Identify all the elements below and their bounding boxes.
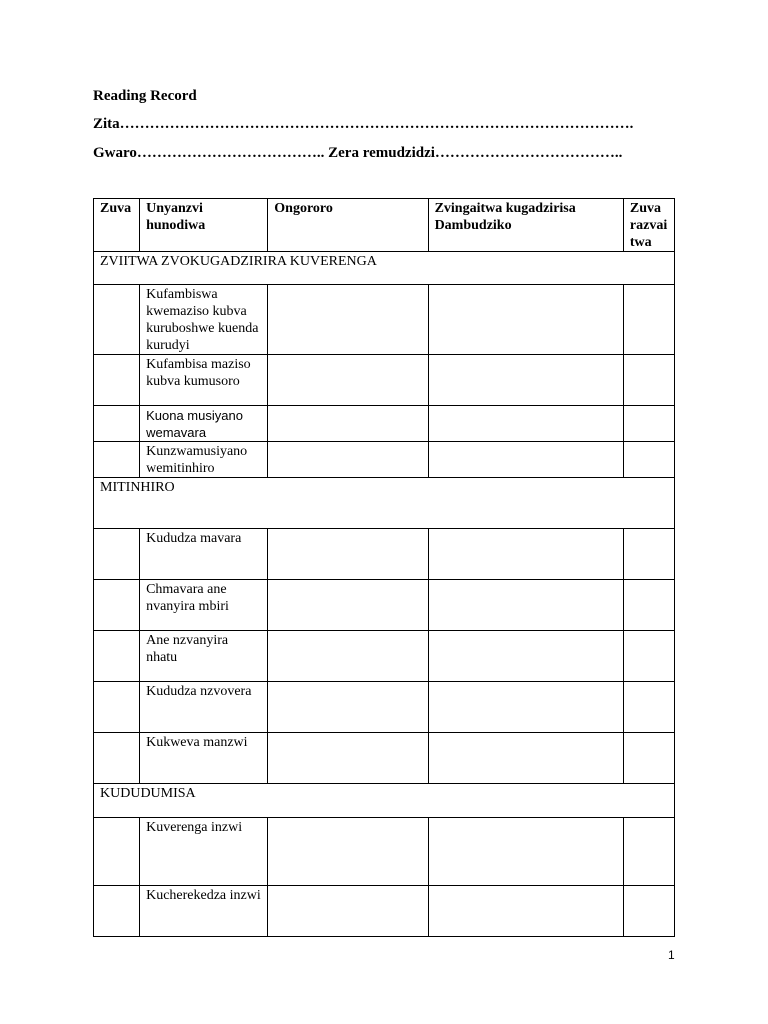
table-row bbox=[94, 631, 675, 682]
cell-done-date[interactable] bbox=[623, 355, 674, 406]
cell-skill: Kuverenga inzwi bbox=[140, 818, 268, 886]
cell-assessment[interactable] bbox=[268, 529, 428, 580]
cell-done-date[interactable] bbox=[623, 631, 674, 682]
cell-assessment[interactable] bbox=[268, 733, 428, 784]
cell-skill: Kududza mavara bbox=[140, 529, 268, 580]
cell-done-date[interactable] bbox=[623, 580, 674, 631]
cell-skill: Kufambiswa kwemaziso kubva kuruboshwe kuenda kurudyi bbox=[140, 285, 268, 355]
cell-date[interactable] bbox=[94, 355, 140, 406]
table-row bbox=[94, 682, 675, 733]
cell-remedy[interactable] bbox=[428, 442, 623, 478]
table-row bbox=[94, 355, 675, 406]
cell-assessment[interactable] bbox=[268, 355, 428, 406]
cell-assessment[interactable] bbox=[268, 818, 428, 886]
cell-done-date[interactable] bbox=[623, 733, 674, 784]
cell-remedy[interactable] bbox=[428, 631, 623, 682]
name-field-line: Zita…………………………………………………………………………………………. bbox=[93, 116, 634, 132]
cell-remedy[interactable] bbox=[428, 406, 623, 442]
table-row bbox=[94, 406, 675, 442]
cell-assessment[interactable] bbox=[268, 406, 428, 442]
cell-assessment[interactable] bbox=[268, 631, 428, 682]
cell-done-date[interactable] bbox=[623, 682, 674, 733]
cell-assessment[interactable] bbox=[268, 682, 428, 733]
cell-assessment[interactable] bbox=[268, 886, 428, 937]
cell-date[interactable] bbox=[94, 818, 140, 886]
cell-done-date[interactable] bbox=[623, 442, 674, 478]
section-row bbox=[94, 252, 675, 285]
cell-remedy[interactable] bbox=[428, 818, 623, 886]
cell-date[interactable] bbox=[94, 631, 140, 682]
table-row bbox=[94, 886, 675, 937]
section-title: MITINHIRO bbox=[94, 478, 675, 529]
reading-record-table bbox=[93, 198, 675, 937]
cell-date[interactable] bbox=[94, 682, 140, 733]
cell-remedy[interactable] bbox=[428, 580, 623, 631]
section-row bbox=[94, 478, 675, 529]
page-number: 1 bbox=[668, 948, 675, 962]
cell-skill: Kufambisa maziso kubva kumusoro bbox=[140, 355, 268, 406]
cell-done-date[interactable] bbox=[623, 886, 674, 937]
header-zuva: Zuva bbox=[94, 199, 140, 252]
table-row bbox=[94, 580, 675, 631]
cell-skill: Chmavara ane nvanyira mbiri bbox=[140, 580, 268, 631]
cell-remedy[interactable] bbox=[428, 886, 623, 937]
cell-done-date[interactable] bbox=[623, 285, 674, 355]
cell-remedy[interactable] bbox=[428, 529, 623, 580]
section-title: KUDUDUMISA bbox=[94, 784, 675, 818]
table-row bbox=[94, 733, 675, 784]
cell-remedy[interactable] bbox=[428, 355, 623, 406]
header-zuva-razvaitwa: Zuva razvaitwa bbox=[623, 199, 674, 252]
table-row bbox=[94, 285, 675, 355]
cell-skill: Kukweva manzwi bbox=[140, 733, 268, 784]
cell-skill: Kududza nzvovera bbox=[140, 682, 268, 733]
cell-remedy[interactable] bbox=[428, 682, 623, 733]
cell-date[interactable] bbox=[94, 285, 140, 355]
cell-remedy[interactable] bbox=[428, 733, 623, 784]
cell-date[interactable] bbox=[94, 406, 140, 442]
section-title: ZVIITWA ZVOKUGADZIRIRA KUVERENGA bbox=[94, 252, 675, 285]
document-title: Reading Record bbox=[93, 88, 197, 104]
cell-skill: Kucherekedza inzwi bbox=[140, 886, 268, 937]
cell-done-date[interactable] bbox=[623, 818, 674, 886]
cell-skill: Kuona musiyano wemavara bbox=[140, 406, 268, 442]
cell-date[interactable] bbox=[94, 442, 140, 478]
cell-remedy[interactable] bbox=[428, 285, 623, 355]
cell-date[interactable] bbox=[94, 529, 140, 580]
header-row bbox=[94, 199, 675, 252]
cell-date[interactable] bbox=[94, 580, 140, 631]
header-unyanzvi: Unyanzvi hunodiwa bbox=[140, 199, 268, 252]
cell-skill: Ane nzvanyira nhatu bbox=[140, 631, 268, 682]
section-row bbox=[94, 784, 675, 818]
cell-date[interactable] bbox=[94, 733, 140, 784]
cell-done-date[interactable] bbox=[623, 406, 674, 442]
grade-and-pupil-line: Gwaro……………………………….. Zera remudzidzi……………………………….. bbox=[93, 145, 623, 161]
cell-done-date[interactable] bbox=[623, 529, 674, 580]
cell-assessment[interactable] bbox=[268, 285, 428, 355]
table-row bbox=[94, 818, 675, 886]
cell-skill: Kunzwamusiyano wemitinhiro bbox=[140, 442, 268, 478]
table-row bbox=[94, 442, 675, 478]
cell-assessment[interactable] bbox=[268, 442, 428, 478]
header-ongororo: Ongororo bbox=[268, 199, 428, 252]
header-zvingaitwa: Zvingaitwa kugadzirisa Dambudziko bbox=[428, 199, 623, 252]
cell-date[interactable] bbox=[94, 886, 140, 937]
cell-assessment[interactable] bbox=[268, 580, 428, 631]
table-row bbox=[94, 529, 675, 580]
